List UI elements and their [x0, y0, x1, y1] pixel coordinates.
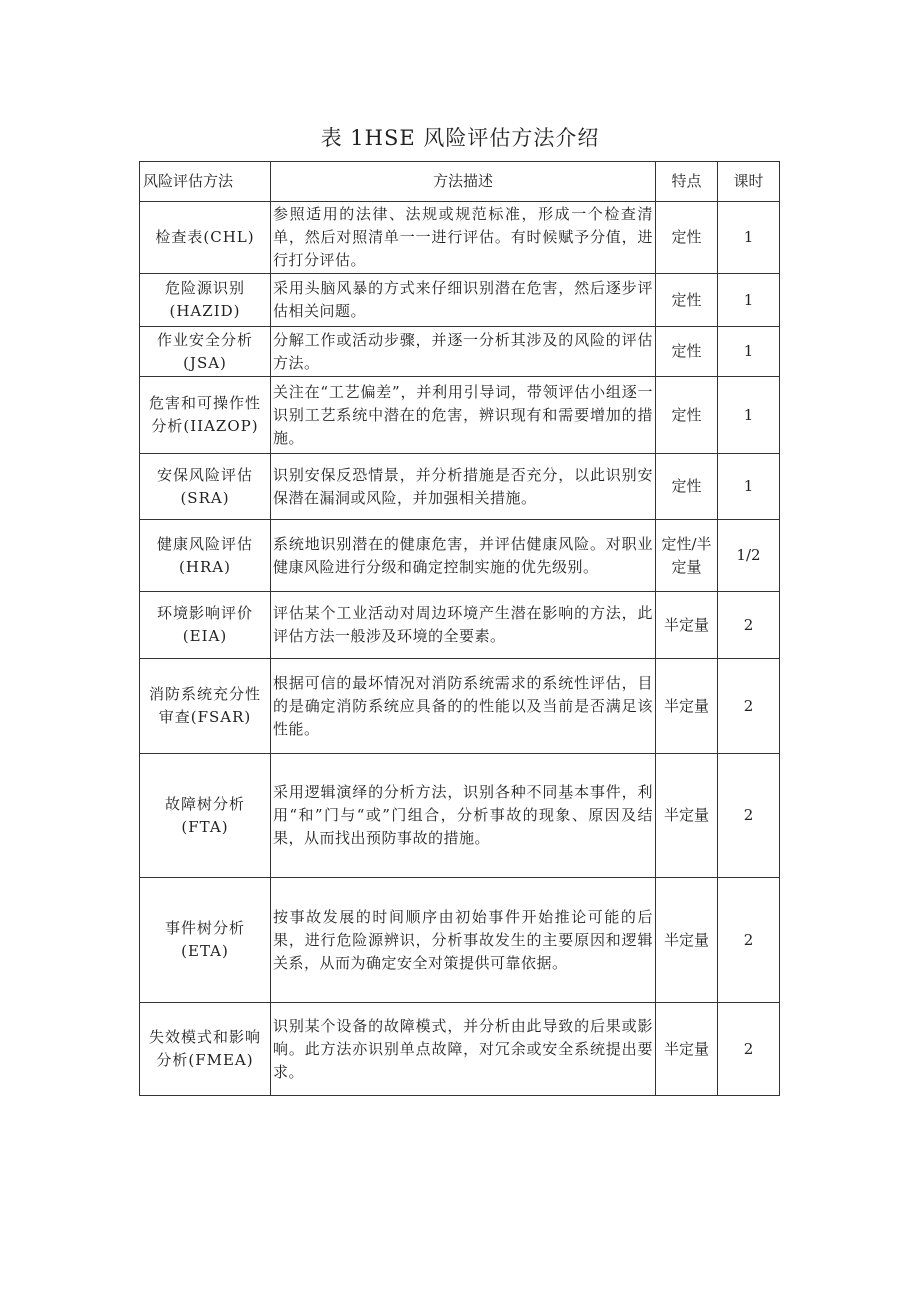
- feature-cell: 半定量: [656, 1003, 718, 1096]
- method-name: 环境影响评价: [156, 604, 253, 622]
- header-method: 风险评估方法: [140, 162, 271, 202]
- method-abbreviation: (JSA): [183, 353, 227, 372]
- description-cell: 参照适用的法律、法规或规范标准，形成一个检查清单，然后对照清单一一进行评估。有时候赋予分值，进行打分评估。: [271, 202, 656, 274]
- method-cell: [140, 878, 271, 1003]
- feature-cell: 定性: [656, 274, 718, 327]
- method-cell: [140, 520, 271, 592]
- method-cell: [140, 454, 271, 520]
- table-row: [140, 377, 780, 454]
- feature-cell: 半定量: [656, 754, 718, 878]
- table-row: [140, 592, 780, 659]
- method-cell: [140, 592, 271, 659]
- feature-cell: 定性: [656, 377, 718, 454]
- method-cell: [140, 274, 271, 327]
- method-abbreviation: (HAZID): [169, 302, 241, 320]
- method-cell: [140, 202, 271, 274]
- method-cell: [140, 659, 271, 754]
- table-row: [140, 754, 780, 878]
- method-name: 失效模式和影响: [148, 1028, 261, 1046]
- description-cell: 采用头脑风暴的方式来仔细识别潜在危害，然后逐步评估相关问题。: [271, 274, 656, 327]
- table-row: [140, 659, 780, 754]
- description-cell: 分解工作或活动步骤，并逐一分析其涉及的风险的评估方法。: [271, 327, 656, 377]
- hours-cell: 1: [718, 377, 780, 454]
- feature-cell: 半定量: [656, 878, 718, 1003]
- method-cell: [140, 1003, 271, 1096]
- method-abbreviation: (EIA): [182, 627, 228, 645]
- hours-cell: 2: [718, 754, 780, 878]
- method-name: 故障树分析: [164, 794, 245, 813]
- method-name: 安保风险评估: [156, 465, 253, 484]
- feature-cell: 定性: [656, 327, 718, 377]
- table-row: [140, 878, 780, 1003]
- hours-cell: 1: [718, 327, 780, 377]
- table-row: [140, 274, 780, 327]
- method-abbreviation: 审查(FSAR): [158, 708, 252, 726]
- method-cell: [140, 754, 271, 878]
- method-name: 作业安全分析: [156, 330, 253, 349]
- method-name: 消防系统充分性: [148, 685, 261, 703]
- feature-cell: 半定量: [656, 592, 718, 659]
- method-name: 危害和可操作性: [148, 394, 261, 412]
- method-abbreviation: (FTA): [181, 817, 229, 836]
- method-abbreviation: (SRA): [180, 488, 230, 507]
- table-row: [140, 202, 780, 274]
- method-abbreviation: (HRA): [179, 557, 231, 576]
- table-row: [140, 1003, 780, 1096]
- header-feature: 特点: [656, 162, 718, 202]
- hours-cell: 1/2: [718, 520, 780, 592]
- description-cell: 根据可信的最坏情况对消防系统需求的系统性评估，目的是确定消防系统应具备的的性能以及当前是否满足该性能。: [271, 659, 656, 754]
- description-cell: 按事故发展的时间顺序由初始事件开始推论可能的后果，进行危险源辨识，分析事故发生的主要原因和逻辑关系，从而为确定安全对策提供可靠依据。: [271, 878, 656, 1003]
- header-hours: 课时: [718, 162, 780, 202]
- method-cell: [140, 377, 271, 454]
- hours-cell: 1: [718, 454, 780, 520]
- feature-cell: 定性: [656, 202, 718, 274]
- method-name: 危险源识别: [164, 279, 245, 297]
- table-row: [140, 454, 780, 520]
- hours-cell: 2: [718, 1003, 780, 1096]
- hours-cell: 1: [718, 274, 780, 327]
- description-cell: 系统地识别潜在的健康危害，并评估健康风险。对职业健康风险进行分级和确定控制实施的优先级别。: [271, 520, 656, 592]
- feature-cell: 定性: [656, 454, 718, 520]
- table-row: [140, 327, 780, 377]
- method-abbreviation: 分析(IIAZOP): [151, 417, 259, 435]
- description-cell: 采用逻辑演绎的分析方法，识别各种不同基本事件，利用“和”门与“或”门组合，分析事故的现象、原因及结果，从而找出预防事故的措施。: [271, 754, 656, 878]
- header-description: 方法描述: [271, 162, 656, 202]
- hours-cell: 2: [718, 592, 780, 659]
- table-header-row: [140, 162, 780, 202]
- method-abbreviation: (ETA): [181, 942, 229, 960]
- hours-cell: 1: [718, 202, 780, 274]
- hours-cell: 2: [718, 878, 780, 1003]
- table-row: [140, 520, 780, 592]
- table-body: [140, 202, 780, 1096]
- method-name: 检查表(CHL): [155, 228, 255, 246]
- page-title: 表 1HSE 风险评估方法介绍: [320, 126, 600, 150]
- risk-assessment-table: [139, 161, 780, 1096]
- description-cell: 关注在“工艺偏差”，并利用引导词，带领评估小组逐一识别工艺系统中潜在的危害，辨识现有和需要增加的措施。: [271, 377, 656, 454]
- description-cell: 识别安保反恐情景，并分析措施是否充分，以此识别安保潜在漏洞或风险，并加强相关措施。: [271, 454, 656, 520]
- description-cell: 评估某个工业活动对周边环境产生潜在影响的方法，此评估方法一般涉及环境的全要素。: [271, 592, 656, 659]
- method-name: 事件树分析: [164, 919, 245, 937]
- method-name: 健康风险评估: [156, 534, 253, 553]
- method-abbreviation: 分析(FMEA): [156, 1051, 254, 1069]
- hours-cell: 2: [718, 659, 780, 754]
- method-cell: [140, 327, 271, 377]
- feature-cell: 定性/半定量: [656, 520, 718, 592]
- feature-cell: 半定量: [656, 659, 718, 754]
- description-cell: 识别某个设备的故障模式，并分析由此导致的后果或影响。此方法亦识别单点故障，对冗余或安全系统提出要求。: [271, 1003, 656, 1096]
